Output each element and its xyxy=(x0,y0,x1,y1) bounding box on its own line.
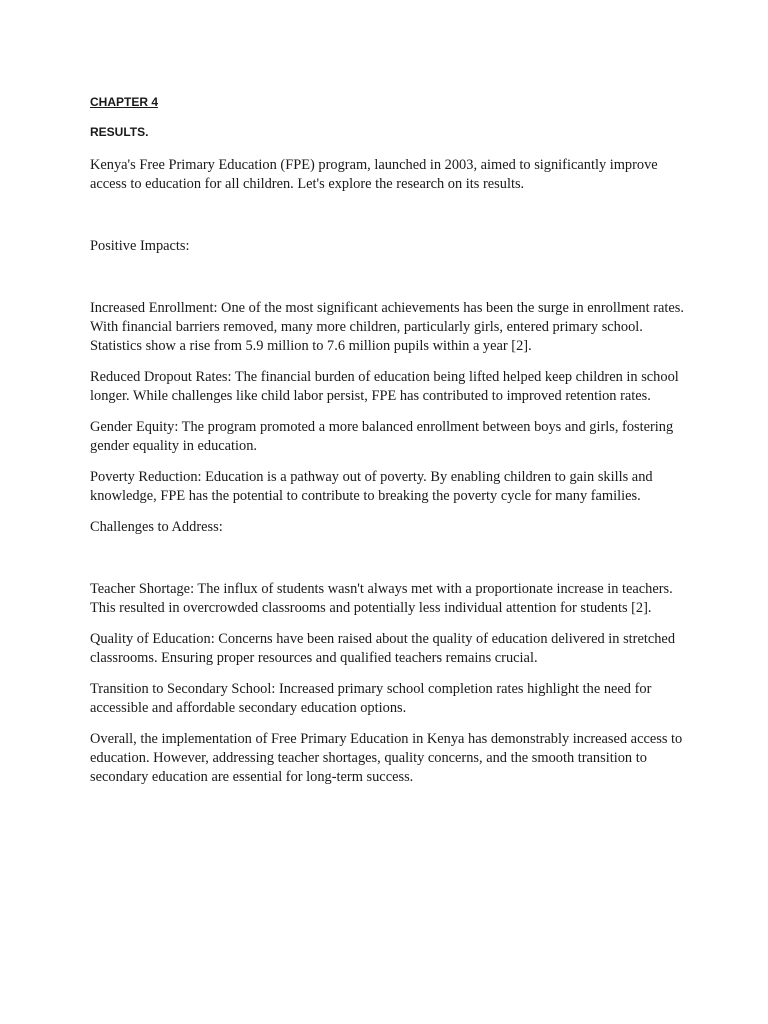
positive-impacts-heading: Positive Impacts: xyxy=(90,238,190,254)
challenge-item-transition: Transition to Secondary School: Increased primary school completion rates highlight the need for accessible and affordable secondary education options. xyxy=(90,681,652,716)
challenge-item-quality: Quality of Education: Concerns have been raised about the quality of education delivered in stretched classrooms. Ensuring proper resources and qualified teachers remains crucial. xyxy=(90,631,676,666)
conclusion-paragraph: Overall, the implementation of Free Primary Education in Kenya has demonstrably increased access to education. However, addressing teacher shortages, quality concerns, and the smooth transition to secondary education are essential for long-term success. xyxy=(90,731,683,785)
positive-item-enrollment: Increased Enrollment: One of the most significant achievements has been the surge in enrollment rates. With financial barriers removed, many more children, particularly girls, entered primary school. Statistics show a rise from 5.9 million to 7.6 million pupils within a year [2]. xyxy=(90,300,684,354)
positive-item-gender-equity: Gender Equity: The program promoted a more balanced enrollment between boys and girls, fostering gender equality in education. xyxy=(90,419,674,454)
chapter-heading: CHAPTER 4 xyxy=(90,95,159,109)
challenge-item-teacher-shortage: Teacher Shortage: The influx of students wasn't always met with a proportionate increase in teachers. This resulted in overcrowded classrooms and potentially less individual attention for students [2]. xyxy=(90,581,673,616)
section-heading: RESULTS. xyxy=(90,125,149,139)
positive-item-poverty: Poverty Reduction: Education is a pathway out of poverty. By enabling children to gain skills and knowledge, FPE has the potential to contribute to breaking the poverty cycle for many families. xyxy=(90,469,653,504)
intro-paragraph: Kenya's Free Primary Education (FPE) program, launched in 2003, aimed to significantly improve access to education for all children. Let's explore the research on its results. xyxy=(90,157,658,192)
positive-item-dropout: Reduced Dropout Rates: The financial burden of education being lifted helped keep children in school longer. While challenges like child labor persist, FPE has contributed to improved retention rates. xyxy=(90,369,679,404)
challenges-heading: Challenges to Address: xyxy=(90,519,223,535)
document-page xyxy=(90,94,690,799)
